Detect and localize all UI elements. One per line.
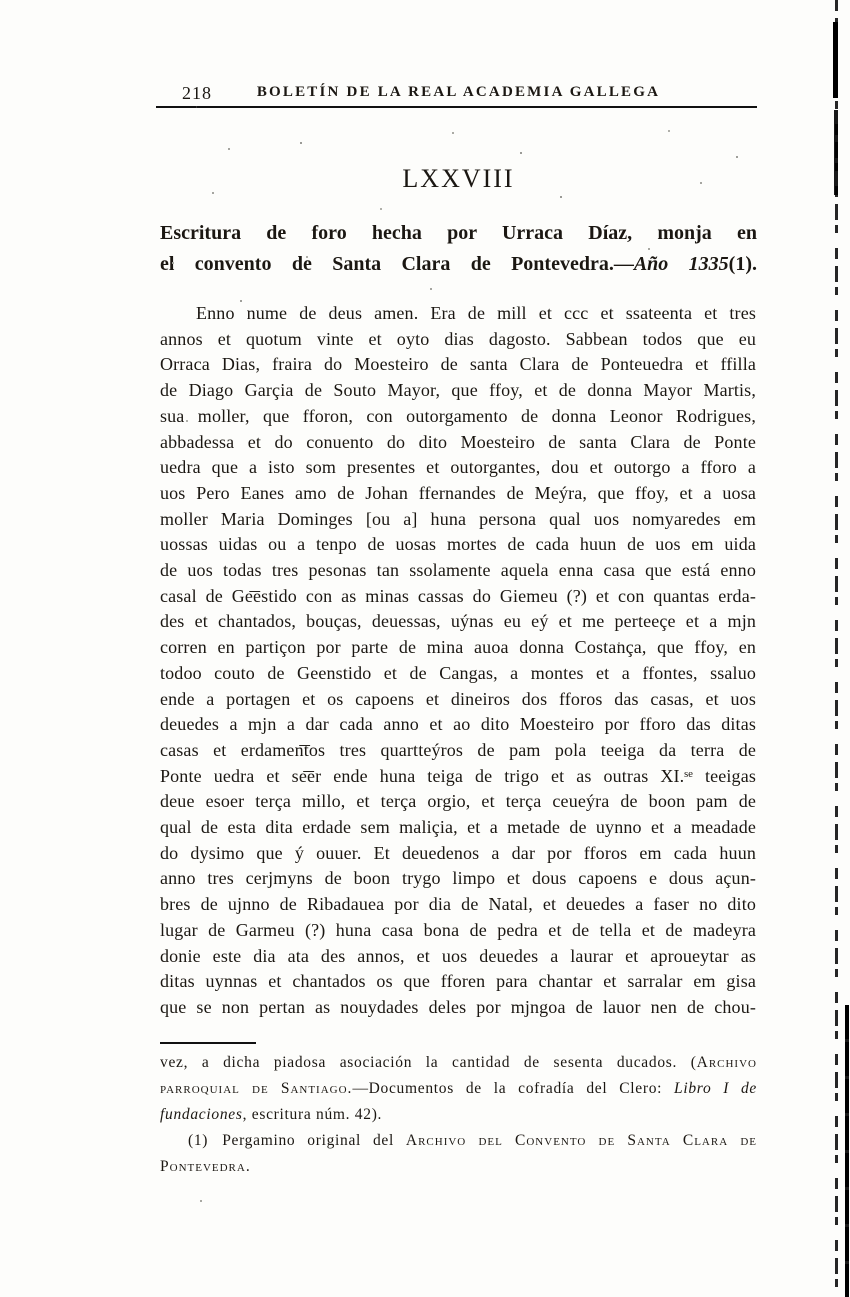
body-line: corren en partiçon por parte de mina auoa donna Costança, que ffoy, en bbox=[160, 637, 756, 658]
body-line: todoo couto de Geenstido et de Cangas, a montes et a ffontes, ssaluo bbox=[160, 662, 756, 683]
footnote-reference: (1). bbox=[728, 253, 757, 275]
body-line: bres de ujnno de Ribadauea por dia de Natal, et deuedes a faser no dito bbox=[160, 894, 756, 915]
footnote-continuation-line3 bbox=[160, 1102, 757, 1128]
footnote-text: Pergamino original del bbox=[222, 1132, 406, 1149]
body-line: de uos todas tres pesonas tan ssolamente aquela enna casa que está enno bbox=[160, 560, 756, 581]
scan-edge-top-bar bbox=[833, 22, 838, 98]
body-line: de Diago Garçia de Souto Mayor, que ffoy, et de donna Mayor Martis, bbox=[160, 380, 756, 401]
journal-title: BOLETÍN DE LA REAL ACADEMIA GALLEGA bbox=[256, 84, 661, 100]
footnote-1-line2 bbox=[160, 1154, 757, 1180]
body-line: uedra que a isto som presentes et outorgantes, dou et outorgo a fforo a bbox=[160, 457, 756, 478]
body-line: moller Maria Dominges [ou a] huna persona qual uos nomyaredes em bbox=[160, 508, 756, 529]
footnote-continuation-line2 bbox=[160, 1076, 757, 1102]
header-rule bbox=[156, 106, 757, 108]
footnote-text: —Documentos de la cofradía del Clero: bbox=[352, 1080, 675, 1097]
footnote-marker: (1) bbox=[188, 1132, 209, 1149]
body-line: Orraca Dias, fraira do Moesteiro de santa Clara de Ponteuedra et ffilla bbox=[160, 354, 756, 375]
scan-edge-mid-bar bbox=[834, 110, 838, 195]
article-title-line2 bbox=[160, 249, 757, 280]
footnote-smallcaps: Pontevedra. bbox=[160, 1158, 251, 1175]
footnote-italic: fundaciones bbox=[160, 1106, 243, 1123]
footnote-text: vez, a dicha piadosa asociación la cantidad de sesenta ducados. ( bbox=[160, 1054, 697, 1071]
body-line: sua moller, que fforon, con outorgamento de donna Leonor Rodrigues, bbox=[160, 405, 756, 426]
body-line: donie este dia ata des annos, et uos deuedes a laurar et aproueytar as bbox=[160, 945, 756, 966]
footnote-text: , escritura núm. 42). bbox=[242, 1106, 383, 1123]
footnote-rule bbox=[160, 1042, 256, 1044]
body-line: uossas uidas ou a tenpo de uosas mortes de cada huun de uos em uida bbox=[160, 534, 756, 555]
body-line: ditas uynnas et chantados os que fforen para chantar et sarralar em gisa bbox=[160, 971, 756, 992]
body-line: casas et erdamen͞tos tres quartteýros de pam pola teeiga da terra de bbox=[160, 739, 756, 760]
body-line: casal de Ge͞estido con as minas cassas do Giemeu (?) et con quantas erda- bbox=[160, 585, 756, 606]
body-line: qual de esta dita erdade sem maliçia, et a metade de uynno et a meadade bbox=[160, 817, 756, 838]
footnote-italic: Libro I de bbox=[674, 1080, 757, 1097]
body-line: anno tres cerjmyns de boon trygo limpo et dous capoens e dous açun- bbox=[160, 868, 756, 889]
footnote-smallcaps: parroquial de Santiago. bbox=[160, 1080, 353, 1097]
footnote-1-line1 bbox=[160, 1128, 757, 1154]
running-head bbox=[160, 84, 757, 101]
body-line: abbadessa et do conuento do dito Moesteiro de santa Clara de Ponte bbox=[160, 431, 756, 452]
section-number: LXXVIII bbox=[402, 164, 515, 193]
article-body bbox=[160, 301, 756, 1021]
body-line: annos et quotum vinte et oyto dias dagosto. Sabbean todos que eu bbox=[160, 328, 756, 349]
body-line: uos Pero Eanes amo de Johan ffernandes de Meýra, que ffoy, et a uosa bbox=[160, 482, 756, 503]
body-line: deue esoer terça millo, et terça orgio, et terça ceueýra de boon pam de bbox=[160, 791, 756, 812]
footnotes bbox=[160, 1050, 757, 1180]
article-title-year: Año 1335 bbox=[633, 253, 729, 275]
body-line: lugar de Garmeu (?) huna casa bona de pedra et de tella et de madeyra bbox=[160, 919, 756, 940]
article-title bbox=[160, 218, 757, 280]
body-line: des et chantados, bouças, deuessas, uýnas eu eý et me perteeçe et a mjn bbox=[160, 611, 756, 632]
body-line: Ponte uedra et se͞er ende huna teiga de trigo et as outras XI.ˢᵉ teeigas bbox=[160, 765, 756, 786]
page-number: 218 bbox=[182, 83, 212, 103]
body-line: do dysimo que ý ouuer. Et deuedenos a dar por fforos em cada huun bbox=[160, 842, 756, 863]
footnote-continuation-line1 bbox=[160, 1050, 757, 1076]
body-line: ende a portagen et os capoens et dineiros dos fforos das casas, et uos bbox=[160, 688, 756, 709]
article-title-line1: Escritura de foro hecha por Urraca Díaz, monja en bbox=[160, 222, 757, 244]
scan-edge-bottom-bar bbox=[845, 1005, 849, 1297]
footnote-smallcaps: Archivo del Convento de Santa Clara de bbox=[405, 1132, 757, 1149]
article-title-line2-main: el convento de Santa Clara de Pontevedra.— bbox=[160, 253, 634, 275]
body-line: deuedes a mjn a dar cada anno et ao dito Moesteiro por fforo das ditas bbox=[160, 714, 756, 735]
body-line: que se non pertan as nouydades deles por mjngoa de lauor nen de chou- bbox=[160, 996, 756, 1017]
scan-noise bbox=[0, 0, 2, 2]
footnote-smallcaps: Archivo bbox=[696, 1054, 757, 1071]
body-line: Enno nume de deus amen. Era de mill et ccc et ssateenta et tres bbox=[196, 303, 756, 323]
